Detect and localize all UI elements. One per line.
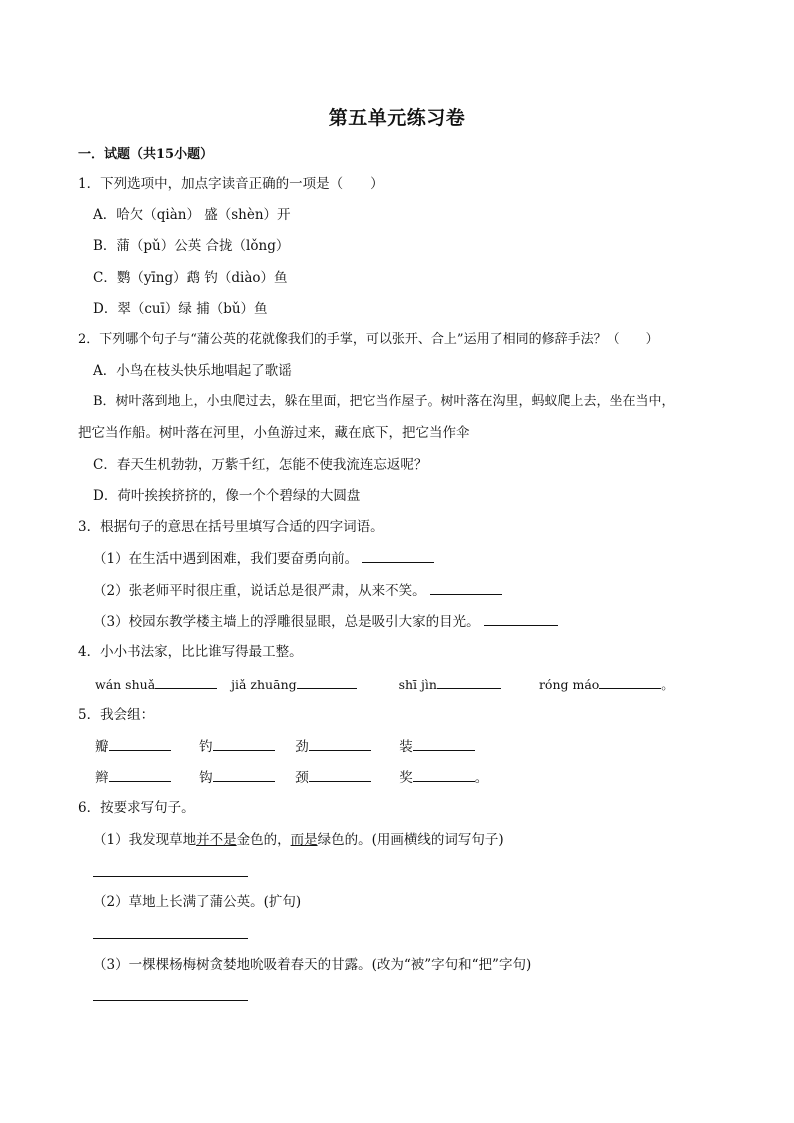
sentence-text: 金色的，: [236, 832, 291, 848]
answer-blank[interactable]: [484, 611, 558, 626]
answer-blank[interactable]: [309, 736, 371, 751]
character: 钓: [199, 739, 213, 755]
question-2-stem: 2．下列哪个句子与“蒲公英的花就像我们的手掌，可以张开、合上”运用了相同的修辞手法？（ ）: [78, 332, 659, 347]
answer-line[interactable]: [93, 938, 248, 939]
question-3-sentence-1: [93, 548, 434, 569]
character: 劲: [295, 739, 309, 755]
answer-blank[interactable]: [109, 767, 171, 782]
answer-blank[interactable]: [430, 580, 502, 595]
sentence-text: （2）张老师平时很庄重，说话总是很严肃，从来不笑。: [93, 583, 426, 599]
underlined-word: 并不是: [196, 832, 237, 848]
question-2-option-a: A．小鸟在枝头快乐地唱起了歌谣: [93, 363, 292, 379]
character: 辫: [95, 770, 109, 786]
answer-blank[interactable]: [413, 736, 475, 751]
question-3-sentence-3: [93, 611, 558, 632]
sentence-text: （3）校园东教学楼主墙上的浮雕很显眼，总是吸引大家的目光。: [93, 614, 480, 630]
question-1-option-c: C．鹦（yīng）鹉 钓（diào）鱼: [93, 270, 288, 286]
sentence-text: 绿色的。(用画横线的词写句子): [317, 832, 504, 848]
question-6-stem: 6．按要求写句子。: [78, 800, 195, 816]
page-title: 第五单元练习卷: [328, 107, 466, 129]
answer-blank[interactable]: [413, 767, 475, 782]
question-6-sentence-2: （2）草地上长满了蒲公英。(扩句): [93, 894, 302, 910]
character: 装: [399, 739, 413, 755]
answer-blank[interactable]: [309, 767, 371, 782]
answer-blank[interactable]: [437, 674, 501, 689]
underlined-word: 而是: [290, 832, 318, 848]
question-1-stem: 1．下列选项中，加点字读音正确的一项是（ ）: [78, 176, 384, 192]
question-6-sentence-1: [93, 830, 504, 850]
answer-blank[interactable]: [362, 548, 434, 563]
sentence-text: （1）我发现草地: [93, 832, 197, 848]
character: 奖: [399, 770, 413, 786]
sentence-text: （1）在生活中遇到困难，我们要奋勇向前。: [93, 551, 359, 567]
question-1-option-b: B．蒲（pǔ）公英 合拢（lǒng）: [93, 238, 290, 254]
section-heading: 一．试题（共15小题）: [78, 147, 214, 162]
end-mark: 。: [661, 677, 674, 692]
question-6-sentence-3: （3）一棵棵杨梅树贪婪地吮吸着春天的甘露。(改为“被”字句和“把”字句): [93, 957, 532, 973]
pinyin-1: wán shuǎ: [95, 677, 156, 692]
question-2-option-b-line2: 把它当作船。树叶落在河里，小鱼游过来，藏在底下，把它当作伞: [78, 425, 470, 441]
pinyin-3: shī jìn: [398, 677, 437, 692]
answer-line[interactable]: [93, 876, 248, 877]
question-3-sentence-2: [93, 580, 502, 601]
question-3-stem: 3．根据句子的意思在括号里填写合适的四字词语。: [78, 519, 384, 535]
word-row-2: [95, 767, 488, 788]
end-mark: 。: [474, 770, 489, 786]
answer-blank[interactable]: [297, 674, 357, 689]
question-1-option-a: A．哈欠（qiàn） 盛（shèn）开: [93, 207, 291, 223]
answer-blank[interactable]: [213, 736, 275, 751]
character: 钩: [199, 770, 213, 786]
answer-blank[interactable]: [599, 674, 661, 689]
answer-blank[interactable]: [213, 767, 275, 782]
character: 颈: [295, 770, 309, 786]
pinyin-2: jiǎ zhuāng: [231, 677, 297, 692]
character: 瓣: [95, 739, 109, 755]
question-5-stem: 5．我会组：: [78, 707, 155, 723]
answer-blank[interactable]: [109, 736, 171, 751]
question-2-option-b-line1: B．树叶落到地上，小虫爬过去，躲在里面，把它当作屋子。树叶落在沟里，蚂蚁爬上去，坐在当中，: [93, 394, 675, 409]
word-row-1: [95, 736, 475, 757]
question-4-stem: 4．小小书法家，比比谁写得最工整。: [78, 644, 303, 660]
pinyin-row: [95, 674, 674, 695]
question-1-option-d: D．翠（cuī）绿 捕（bǔ）鱼: [93, 301, 268, 317]
question-2-option-c: C．春天生机勃勃，万紫千红，怎能不使我流连忘返呢？: [93, 457, 428, 473]
question-2-option-d: D．荷叶挨挨挤挤的，像一个个碧绿的大圆盘: [93, 488, 361, 504]
answer-line[interactable]: [93, 1000, 248, 1001]
answer-blank[interactable]: [155, 674, 217, 689]
pinyin-4: róng máo: [538, 677, 600, 692]
